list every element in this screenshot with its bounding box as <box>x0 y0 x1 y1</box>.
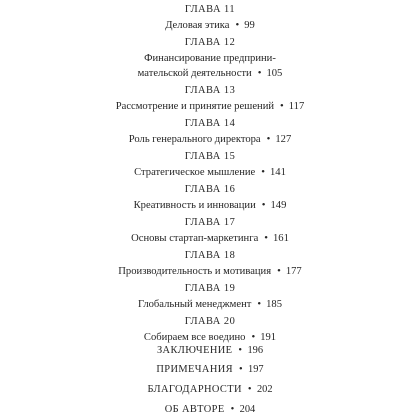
chapter-label: ГЛАВА 17 <box>184 217 236 228</box>
page-number: 197 <box>248 364 264 375</box>
chapter-title-line <box>0 165 420 180</box>
chapter-title: Производительность и мотивация <box>118 266 272 277</box>
toc-entry-about-author[interactable] <box>0 402 420 418</box>
chapter-label: ГЛАВА 16 <box>184 184 236 195</box>
separator-dot: • <box>238 364 244 375</box>
separator-dot: • <box>261 167 265 178</box>
separator-dot: • <box>266 134 271 145</box>
separator-dot: • <box>257 299 262 310</box>
separator-dot: • <box>280 101 284 112</box>
chapter-label: ГЛАВА 19 <box>184 283 236 294</box>
page-number: 149 <box>270 200 287 211</box>
toc-entry-chapter-20[interactable] <box>0 313 420 345</box>
page-number: 191 <box>260 332 277 343</box>
chapter-title-line <box>0 297 420 312</box>
chapter-label: ГЛАВА 11 <box>184 4 236 15</box>
chapter-title-line <box>0 264 420 279</box>
separator-dot: • <box>277 266 281 277</box>
separator-dot: • <box>238 345 243 356</box>
toc-entry-notes[interactable] <box>0 362 420 378</box>
back-matter-title: БЛАГОДАРНОСТИ <box>147 384 242 395</box>
chapter-title: Роль генерального директора <box>128 134 261 145</box>
chapter-label: ГЛАВА 12 <box>184 37 236 48</box>
chapter-title: Глобальный менеджмент <box>138 299 252 310</box>
toc-entry-chapter-19[interactable] <box>0 280 420 312</box>
toc-entry-chapter-14[interactable] <box>0 115 420 147</box>
chapter-title: мательской деятельности <box>137 68 252 79</box>
back-matter-title: ОБ АВТОРЕ <box>164 404 225 415</box>
chapter-title-line <box>0 231 420 246</box>
chapter-title: Рассмотрение и принятие решений <box>115 101 275 112</box>
toc-entry-conclusion[interactable] <box>0 343 420 359</box>
separator-dot: • <box>261 200 266 211</box>
chapter-title: Финансирование предприни- <box>144 53 276 64</box>
chapter-title-line <box>0 66 420 81</box>
separator-dot: • <box>247 384 252 395</box>
chapter-title-line <box>0 51 420 66</box>
toc-entry-chapter-16[interactable] <box>0 181 420 213</box>
chapter-label: ГЛАВА 20 <box>184 316 236 327</box>
back-matter-title: ПРИМЕЧАНИЯ <box>156 364 233 375</box>
page-number: 204 <box>239 404 256 415</box>
page-number: 161 <box>272 233 289 244</box>
separator-dot: • <box>251 332 256 343</box>
separator-dot: • <box>257 68 262 79</box>
toc-entry-chapter-12[interactable] <box>0 34 420 81</box>
chapter-title-line <box>0 132 420 147</box>
chapter-label: ГЛАВА 15 <box>184 151 236 162</box>
separator-dot: • <box>230 404 235 415</box>
chapter-title-line <box>0 99 420 114</box>
chapter-title: Деловая этика <box>165 20 230 31</box>
page-number: 127 <box>275 134 292 145</box>
separator-dot: • <box>235 20 240 31</box>
chapter-label: ГЛАВА 18 <box>184 250 236 261</box>
page-number: 99 <box>244 20 255 31</box>
toc-entry-chapter-13[interactable] <box>0 82 420 114</box>
toc-entry-acknowledgements[interactable] <box>0 382 420 398</box>
chapter-title: Стратегическое мышление <box>134 167 256 178</box>
page-number: 141 <box>269 167 286 178</box>
chapter-title-line <box>0 198 420 213</box>
back-matter-title: ЗАКЛЮЧЕНИЕ <box>156 345 233 356</box>
chapter-title-line <box>0 18 420 33</box>
toc-entry-chapter-11[interactable] <box>0 1 420 33</box>
chapter-label: ГЛАВА 13 <box>184 85 236 96</box>
chapter-label: ГЛАВА 14 <box>184 118 236 129</box>
separator-dot: • <box>264 233 268 244</box>
page-number: 185 <box>266 299 282 310</box>
chapter-title: Креативность и инновации <box>133 200 256 211</box>
page-number: 202 <box>256 384 273 395</box>
page-number: 105 <box>266 68 283 79</box>
toc-entry-chapter-15[interactable] <box>0 148 420 180</box>
toc-entry-chapter-18[interactable] <box>0 247 420 279</box>
chapter-title: Собираем все воедино <box>143 332 246 343</box>
page-number: 117 <box>288 101 305 112</box>
page-number: 177 <box>285 266 302 277</box>
toc-entry-chapter-17[interactable] <box>0 214 420 246</box>
chapter-title: Основы стартап-маркетинга <box>131 233 259 244</box>
page-number: 196 <box>247 345 264 356</box>
